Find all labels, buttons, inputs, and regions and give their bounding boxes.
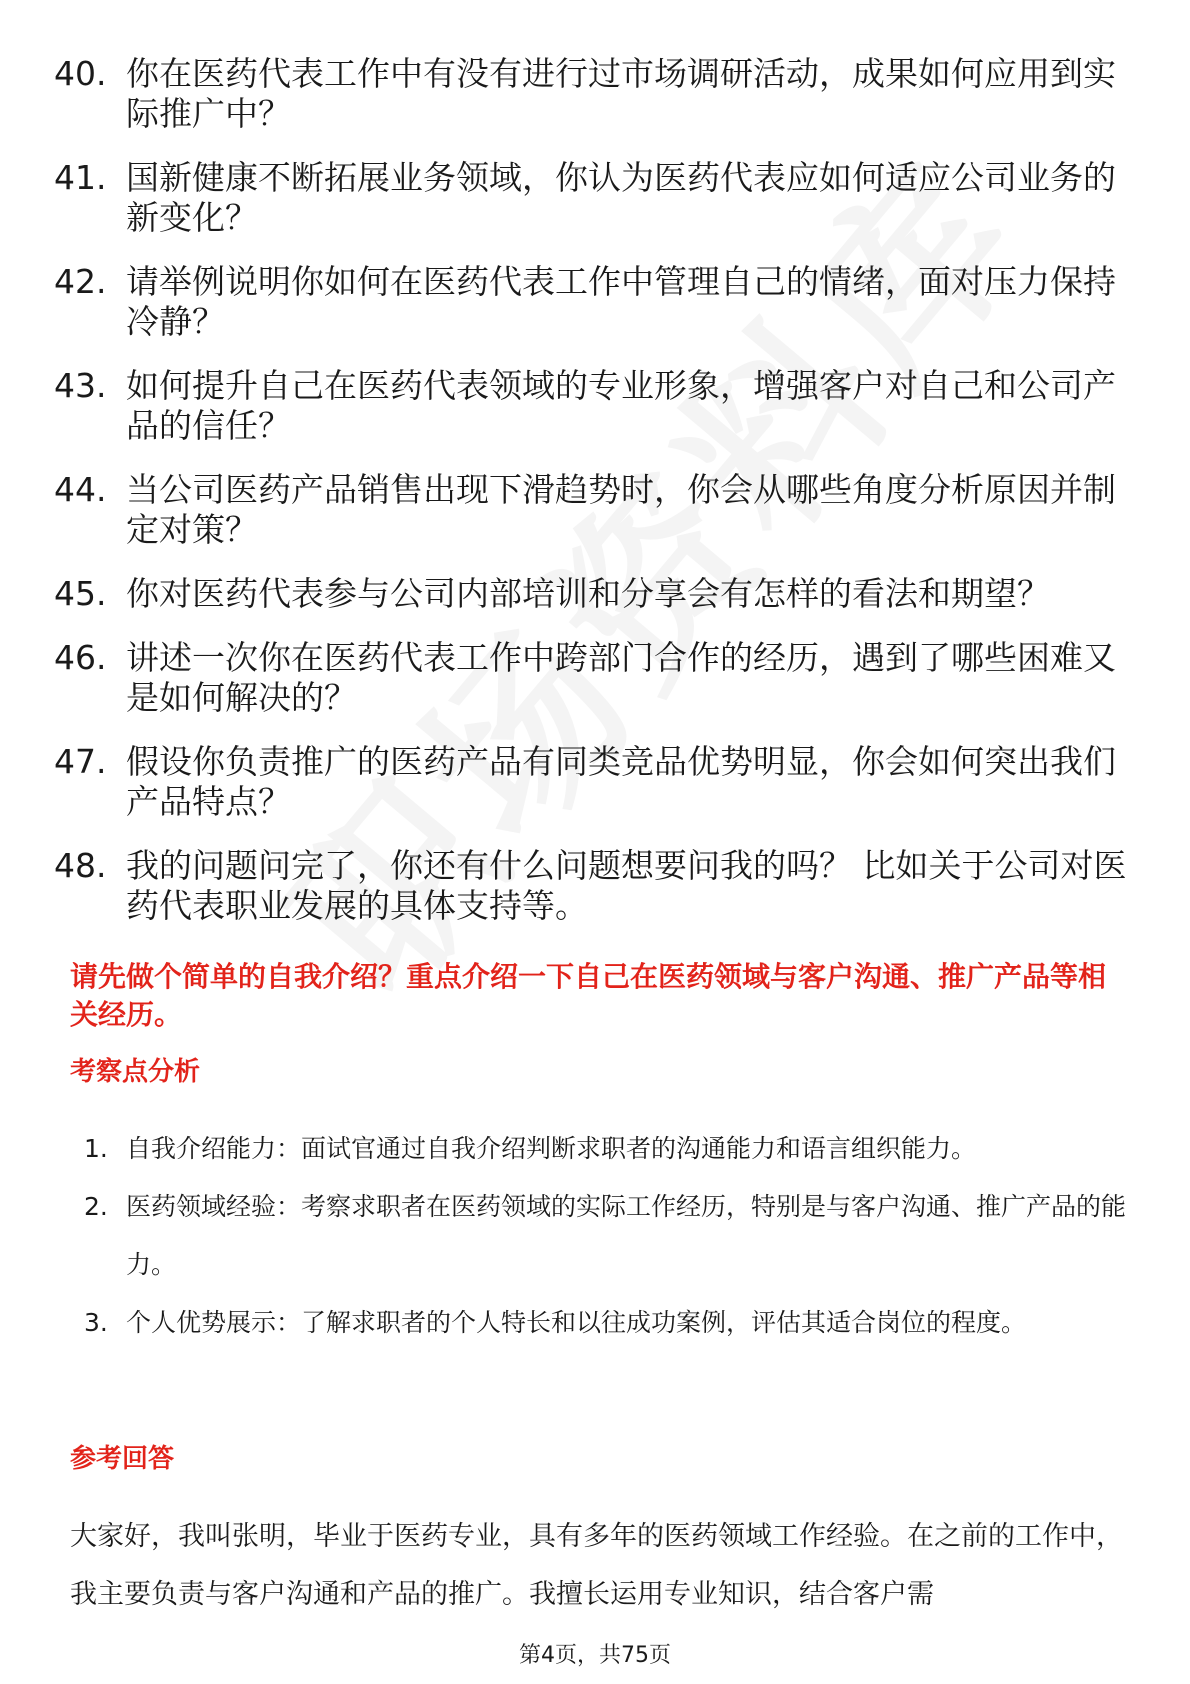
question-text: 你在医药代表工作中有没有进行过市场调研活动，成果如何应用到实际推广中？	[126, 54, 1116, 133]
reference-answer: 大家好，我叫张明，毕业于医药专业，具有多年的医药领域工作经验。在之前的工作中，我主要负责与客户沟通和产品的推广。我擅长运用专业知识，结合客户需	[70, 1521, 1123, 1610]
analysis-point	[84, 1294, 1134, 1352]
question-text: 我的问题问完了，你还有什么问题想要问我的吗？ 比如关于公司对医药代表职业发展的具体支持等。	[126, 846, 1127, 925]
question-item	[54, 846, 1134, 926]
question-number: 41.	[54, 158, 107, 197]
question-item	[54, 470, 1134, 550]
question-text: 国新健康不断拓展业务领域，你认为医药代表应如何适应公司业务的新变化？	[126, 158, 1116, 237]
question-number: 48.	[54, 846, 107, 885]
page-footer: 第4页，共75页	[519, 1643, 671, 1668]
question-text: 假设你负责推广的医药产品有同类竞品优势明显，你会如何突出我们产品特点？	[126, 742, 1116, 821]
question-text: 如何提升自己在医药代表领域的专业形象，增强客户对自己和公司产品的信任？	[126, 366, 1116, 445]
point-text: 自我介绍能力：面试官通过自我介绍判断求职者的沟通能力和语言组织能力。	[126, 1134, 977, 1163]
question-text: 当公司医药产品销售出现下滑趋势时，你会从哪些角度分析原因并制定对策？	[126, 470, 1116, 549]
point-number: 3.	[84, 1308, 108, 1337]
analysis-point	[84, 1178, 1134, 1294]
question-item	[54, 262, 1134, 342]
question-list	[54, 54, 1134, 950]
point-text: 个人优势展示：了解求职者的个人特长和以往成功案例，评估其适合岗位的程度。	[126, 1308, 1027, 1337]
question-number: 40.	[54, 54, 107, 93]
analysis-heading: 考察点分析	[70, 1057, 201, 1087]
question-text: 请举例说明你如何在医药代表工作中管理自己的情绪，面对压力保持冷静？	[126, 262, 1116, 341]
question-number: 42.	[54, 262, 107, 301]
question-item	[54, 638, 1134, 718]
question-number: 46.	[54, 638, 107, 677]
question-item	[54, 574, 1134, 614]
analysis-point	[84, 1120, 1134, 1178]
point-text: 医药领域经验：考察求职者在医药领域的实际工作经历，特别是与客户沟通、推广产品的能力。	[126, 1192, 1127, 1279]
question-number: 43.	[54, 366, 107, 405]
reference-heading: 参考回答	[70, 1444, 175, 1474]
question-item	[54, 54, 1134, 134]
question-item	[54, 158, 1134, 238]
point-number: 1.	[84, 1134, 108, 1163]
main-question-heading: 请先做个简单的自我介绍？重点介绍一下自己在医药领域与客户沟通、推广产品等相关经历。	[70, 960, 1107, 1031]
question-number: 47.	[54, 742, 107, 781]
analysis-points	[84, 1120, 1134, 1352]
point-number: 2.	[84, 1192, 108, 1221]
question-number: 45.	[54, 574, 107, 613]
question-number: 44.	[54, 470, 107, 509]
question-item	[54, 366, 1134, 446]
question-text: 你对医药代表参与公司内部培训和分享会有怎样的看法和期望？	[126, 574, 1050, 613]
question-text: 讲述一次你在医药代表工作中跨部门合作的经历，遇到了哪些困难又是如何解决的？	[126, 638, 1116, 717]
question-item	[54, 742, 1134, 822]
